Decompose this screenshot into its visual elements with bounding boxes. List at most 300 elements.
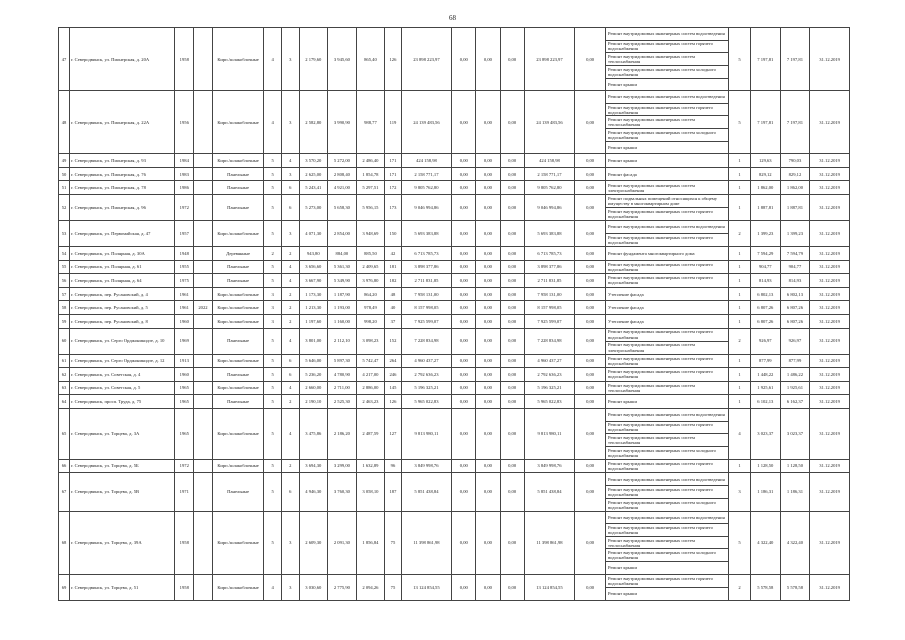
cell-work-count: 2: [729, 328, 751, 354]
cell-address: г. Северодвинск, ул. Пионерская, д. 93: [69, 154, 174, 168]
cell-common-area: 2 094,26: [356, 574, 385, 600]
cell-work-type: Ремонт внутридомовых инженерных систем теплоснабжения: [605, 536, 728, 549]
cell-repair-cost-total: 13 124 854,55: [401, 574, 452, 600]
cell-residents: 75: [385, 574, 401, 600]
cell-repair-cost-total: 8 157 998,05: [401, 301, 452, 315]
cell-build-year: 1956: [175, 91, 194, 154]
cell-wall-material: Кирп./шлакоблочные: [212, 314, 264, 328]
cell-total-area: 1 213,30: [299, 301, 328, 315]
cell-fund-federal: 0,00: [452, 574, 476, 600]
cell-unit-cost-limit: 3 023,37: [780, 408, 810, 459]
cell-living-area: 3 945,60: [328, 28, 357, 91]
cell-fund-local: 0,00: [500, 301, 524, 315]
cell-fund-regional: 0,00: [476, 287, 500, 301]
cell-total-area: 3 667,90: [299, 274, 328, 288]
table-row: [59, 274, 850, 288]
cell-reconstruction-year: 2022: [194, 301, 213, 315]
cell-residents: 187: [385, 473, 401, 511]
table-row: [59, 91, 850, 104]
cell-fund-regional: 0,00: [476, 221, 500, 247]
cell-work-type: Утепление фасада: [605, 314, 728, 328]
cell-repair-cost-total: 5 851 438,84: [401, 473, 452, 511]
cell-fund-federal: 0,00: [452, 221, 476, 247]
cell-address: г. Северодвинск, ул. Торцева, д. 51: [69, 574, 174, 600]
cell-fund-other: 0,00: [575, 246, 606, 260]
cell-unit-cost-limit: 7 197,81: [780, 28, 810, 91]
table-row: [59, 473, 850, 486]
cell-fund-owners: 2 711 831,85: [524, 274, 575, 288]
cell-unit-cost-limit: 1 128,50: [780, 459, 810, 473]
cell-reconstruction-year: [194, 221, 213, 247]
cell-residents: 126: [385, 395, 401, 409]
cell-fund-local: 0,00: [500, 28, 524, 91]
cell-work-type: Ремонт внутридомовых инженерных систем теплоснабжения: [605, 381, 728, 395]
cell-wall-material: Панельные: [212, 395, 264, 409]
cell-unit-cost-limit: 4 322,40: [780, 511, 810, 574]
cell-total-area: 2 660,00: [299, 381, 328, 395]
cell-address: г. Северодвинск, просп. Труда, д. 75: [69, 395, 174, 409]
cell-build-year: 1984: [175, 154, 194, 168]
cell-repair-cost-total: 3 849 998,76: [401, 459, 452, 473]
cell-total-area: 3 030,60: [299, 574, 328, 600]
cell-row-number: 48: [59, 91, 70, 154]
cell-build-year: 1960: [175, 368, 194, 382]
cell-common-area: 988,77: [356, 91, 385, 154]
cell-address: г. Северодвинск, ул. Первомайская, д. 47: [69, 221, 174, 247]
cell-fund-local: 0,00: [500, 328, 524, 354]
cell-work-type: Ремонт внутридомовых инженерных систем горячего водоснабжения: [605, 354, 728, 368]
cell-total-area: 1 173,30: [299, 287, 328, 301]
cell-living-area: 3 299,00: [328, 459, 357, 473]
cell-residents: 173: [385, 195, 401, 221]
cell-fund-other: 0,00: [575, 28, 606, 91]
cell-fund-owners: 9 813 980,11: [524, 408, 575, 459]
cell-work-type: Ремонт крыши: [605, 78, 728, 91]
cell-unit-cost-limit: 829,12: [780, 167, 810, 181]
cell-unit-cost: 1 186,31: [750, 473, 780, 511]
cell-work-type: Ремонт крыши: [605, 587, 728, 600]
cell-fund-other: 0,00: [575, 459, 606, 473]
cell-row-number: 55: [59, 260, 70, 274]
table-row: [59, 314, 850, 328]
cell-completion-date: 31.12.2019: [810, 91, 850, 154]
cell-repair-cost-total: 5 693 383,88: [401, 221, 452, 247]
cell-work-count: 1: [729, 274, 751, 288]
cell-work-type: Утепление фасада: [605, 287, 728, 301]
cell-entrances: 3: [281, 221, 299, 247]
cell-unit-cost: 904,77: [750, 260, 780, 274]
cell-row-number: 67: [59, 473, 70, 511]
table-row: [59, 408, 850, 421]
cell-total-area: 3 475,86: [299, 408, 328, 459]
cell-fund-local: 0,00: [500, 221, 524, 247]
cell-build-year: 1975: [175, 274, 194, 288]
cell-fund-other: 0,00: [575, 314, 606, 328]
cell-build-year: 1958: [175, 511, 194, 574]
cell-fund-federal: 0,00: [452, 354, 476, 368]
cell-fund-federal: 0,00: [452, 459, 476, 473]
cell-fund-other: 0,00: [575, 354, 606, 368]
cell-unit-cost-limit: 877,99: [780, 354, 810, 368]
cell-fund-other: 0,00: [575, 154, 606, 168]
cell-fund-federal: 0,00: [452, 287, 476, 301]
cell-total-area: 5 646,00: [299, 354, 328, 368]
cell-work-type: Ремонт внутридомовых инженерных систем горячего водоснабжения: [605, 233, 728, 246]
cell-fund-local: 0,00: [500, 395, 524, 409]
cell-common-area: 2 487,59: [356, 408, 385, 459]
cell-work-type: Ремонт фундамента многоквартирного дома: [605, 246, 728, 260]
cell-reconstruction-year: [194, 354, 213, 368]
cell-residents: 127: [385, 408, 401, 459]
cell-completion-date: 31.12.2019: [810, 368, 850, 382]
table-row: [59, 287, 850, 301]
cell-total-area: 4 071,30: [299, 221, 328, 247]
cell-fund-local: 0,00: [500, 260, 524, 274]
cell-reconstruction-year: [194, 181, 213, 195]
cell-build-year: 1960: [175, 314, 194, 328]
cell-fund-local: 0,00: [500, 246, 524, 260]
table-row: [59, 381, 850, 395]
cell-living-area: 1 193,00: [328, 301, 357, 315]
cell-common-area: 3 948,69: [356, 221, 385, 247]
cell-fund-owners: 7 958 131,00: [524, 287, 575, 301]
cell-completion-date: 31.12.2019: [810, 195, 850, 221]
cell-fund-regional: 0,00: [476, 181, 500, 195]
cell-reconstruction-year: [194, 574, 213, 600]
cell-common-area: 2 409,65: [356, 260, 385, 274]
cell-wall-material: Кирп./шлакоблочные: [212, 154, 264, 168]
cell-repair-cost-total: 7 958 131,00: [401, 287, 452, 301]
cell-common-area: 5 742,47: [356, 354, 385, 368]
cell-fund-owners: 5 965 022,83: [524, 395, 575, 409]
cell-fund-federal: 0,00: [452, 260, 476, 274]
cell-common-area: 3 058,10: [356, 473, 385, 511]
cell-reconstruction-year: [194, 246, 213, 260]
cell-repair-cost-total: 24 139 483,56: [401, 91, 452, 154]
cell-reconstruction-year: [194, 274, 213, 288]
cell-completion-date: 31.12.2019: [810, 246, 850, 260]
cell-address: г. Северодвинск, ул. Пионерская, д. 22А: [69, 91, 174, 154]
cell-floors: 3: [264, 301, 282, 315]
cell-entrances: 2: [281, 287, 299, 301]
cell-wall-material: Кирп./шлакоблочные: [212, 511, 264, 574]
cell-repair-cost-total: 4 960 437,27: [401, 354, 452, 368]
cell-row-number: 51: [59, 181, 70, 195]
cell-work-count: 1: [729, 154, 751, 168]
cell-repair-cost-total: 2 711 831,85: [401, 274, 452, 288]
cell-unit-cost-limit: 6 162,37: [780, 395, 810, 409]
cell-fund-local: 0,00: [500, 274, 524, 288]
cell-row-number: 50: [59, 167, 70, 181]
cell-unit-cost-limit: 1 486,22: [780, 368, 810, 382]
cell-wall-material: Кирп./шлакоблочные: [212, 408, 264, 459]
cell-work-count: 1: [729, 395, 751, 409]
cell-address: г. Северодвинск, ул. Полярная, д. 30А: [69, 246, 174, 260]
cell-living-area: 5 658,30: [328, 195, 357, 221]
cell-work-count: 1: [729, 246, 751, 260]
cell-build-year: 1965: [175, 395, 194, 409]
cell-fund-local: 0,00: [500, 154, 524, 168]
cell-unit-cost-limit: 814,93: [780, 274, 810, 288]
cell-unit-cost-limit: 926,97: [780, 328, 810, 354]
cell-work-type: Ремонт внутридомовых инженерных систем горячего водоснабжения: [605, 368, 728, 382]
cell-fund-regional: 0,00: [476, 368, 500, 382]
cell-work-count: 1: [729, 459, 751, 473]
cell-work-type: Ремонт внутридомовых инженерных систем электроснабжения: [605, 181, 728, 195]
cell-work-type: Ремонт внутридомовых инженерных систем водоотведения: [605, 221, 728, 234]
cell-work-type: Ремонт фасада: [605, 167, 728, 181]
cell-row-number: 69: [59, 574, 70, 600]
table-row: [59, 574, 850, 587]
cell-total-area: 2 609,30: [299, 511, 328, 574]
cell-fund-owners: 2 158 771,17: [524, 167, 575, 181]
cell-work-count: 2: [729, 574, 751, 600]
cell-fund-owners: 5 693 383,88: [524, 221, 575, 247]
cell-unit-cost: 7 197,81: [750, 28, 780, 91]
cell-fund-local: 0,00: [500, 314, 524, 328]
cell-completion-date: 31.12.2019: [810, 459, 850, 473]
cell-work-type: Ремонт внутридомовых инженерных систем холодного водоснабжения: [605, 129, 728, 142]
cell-total-area: 2 625,00: [299, 167, 328, 181]
cell-fund-local: 0,00: [500, 511, 524, 574]
cell-work-count: 1: [729, 381, 751, 395]
cell-fund-federal: 0,00: [452, 511, 476, 574]
table-row: [59, 154, 850, 168]
cell-fund-regional: 0,00: [476, 328, 500, 354]
cell-repair-cost-total: 23 898 223,97: [401, 28, 452, 91]
cell-work-count: 1: [729, 287, 751, 301]
cell-entrances: 3: [281, 167, 299, 181]
cell-repair-cost-total: 2 792 636,23: [401, 368, 452, 382]
cell-floors: 3: [264, 287, 282, 301]
cell-unit-cost: 7 197,81: [750, 91, 780, 154]
cell-work-type: Ремонт внутридомовых инженерных систем горячего водоснабжения: [605, 103, 728, 116]
cell-common-area: 2 886,00: [356, 381, 385, 395]
cell-living-area: 5 272,00: [328, 154, 357, 168]
cell-fund-other: 0,00: [575, 274, 606, 288]
cell-floors: 5: [264, 473, 282, 511]
cell-living-area: 1 187,90: [328, 287, 357, 301]
cell-fund-owners: 7 228 834,98: [524, 328, 575, 354]
cell-unit-cost-limit: 7 594,79: [780, 246, 810, 260]
cell-build-year: 1957: [175, 221, 194, 247]
cell-fund-other: 0,00: [575, 328, 606, 354]
cell-work-count: 5: [729, 511, 751, 574]
cell-living-area: 2 186,20: [328, 408, 357, 459]
cell-living-area: 3 760,30: [328, 473, 357, 511]
cell-row-number: 65: [59, 408, 70, 459]
cell-fund-regional: 0,00: [476, 574, 500, 600]
cell-fund-other: 0,00: [575, 395, 606, 409]
cell-row-number: 56: [59, 274, 70, 288]
cell-unit-cost: 1 399,23: [750, 221, 780, 247]
cell-reconstruction-year: [194, 91, 213, 154]
cell-work-type: Ремонт подвальных помещений относящихся к общему имуществу в многоквартирном доме: [605, 195, 728, 208]
cell-address: г. Северодвинск, ул. Пионерская, д. 20А: [69, 28, 174, 91]
cell-entrances: 2: [281, 395, 299, 409]
cell-unit-cost: 6 807,26: [750, 301, 780, 315]
cell-residents: 48: [385, 287, 401, 301]
cell-completion-date: 31.12.2019: [810, 574, 850, 600]
cell-repair-cost-total: 3 898 377,86: [401, 260, 452, 274]
cell-fund-regional: 0,00: [476, 167, 500, 181]
cell-repair-cost-total: 5 196 325,21: [401, 381, 452, 395]
cell-completion-date: 31.12.2019: [810, 167, 850, 181]
cell-row-number: 57: [59, 287, 70, 301]
cell-common-area: 3 976,80: [356, 274, 385, 288]
cell-fund-other: 0,00: [575, 408, 606, 459]
cell-wall-material: Панельные: [212, 473, 264, 511]
cell-unit-cost-limit: 6 802,13: [780, 287, 810, 301]
cell-wall-material: Кирп./шлакоблочные: [212, 287, 264, 301]
cell-row-number: 68: [59, 511, 70, 574]
cell-fund-other: 0,00: [575, 91, 606, 154]
cell-fund-regional: 0,00: [476, 395, 500, 409]
cell-residents: 182: [385, 274, 401, 288]
cell-work-count: 5: [729, 28, 751, 91]
cell-work-type: Ремонт внутридомовых инженерных систем холодного водоснабжения: [605, 65, 728, 78]
cell-wall-material: Кирп./шлакоблочные: [212, 221, 264, 247]
cell-work-type: Ремонт внутридомовых инженерных систем горячего водоснабжения: [605, 524, 728, 537]
cell-entrances: 6: [281, 195, 299, 221]
cell-repair-cost-total: 2 158 771,17: [401, 167, 452, 181]
cell-row-number: 58: [59, 301, 70, 315]
cell-reconstruction-year: [194, 287, 213, 301]
cell-completion-date: 31.12.2019: [810, 328, 850, 354]
cell-work-type: Ремонт внутридомовых инженерных систем горячего водоснабжения: [605, 486, 728, 499]
cell-fund-owners: 6 713 785,73: [524, 246, 575, 260]
cell-floors: 5: [264, 167, 282, 181]
cell-living-area: 5 361,30: [328, 260, 357, 274]
cell-fund-other: 0,00: [575, 181, 606, 195]
cell-residents: 172: [385, 181, 401, 195]
cell-completion-date: 31.12.2019: [810, 511, 850, 574]
cell-total-area: 4 946,30: [299, 473, 328, 511]
cell-address: г. Северодвинск, ул. Торцева, д. 5Б: [69, 459, 174, 473]
cell-residents: 96: [385, 459, 401, 473]
table-row: [59, 246, 850, 260]
cell-floors: 5: [264, 274, 282, 288]
cell-repair-cost-total: 6 713 785,73: [401, 246, 452, 260]
cell-fund-owners: 3 898 377,86: [524, 260, 575, 274]
cell-work-type: Ремонт внутридомовых инженерных систем горячего водоснабжения: [605, 421, 728, 434]
cell-common-area: 5 297,51: [356, 181, 385, 195]
cell-fund-federal: 0,00: [452, 91, 476, 154]
cell-unit-cost-limit: 6 807,26: [780, 301, 810, 315]
cell-fund-other: 0,00: [575, 195, 606, 221]
cell-row-number: 60: [59, 328, 70, 354]
cell-entrances: 3: [281, 91, 299, 154]
cell-residents: 264: [385, 354, 401, 368]
cell-address: г. Северодвинск, ул. Торцева, д. 3А: [69, 408, 174, 459]
cell-completion-date: 31.12.2019: [810, 181, 850, 195]
cell-residents: 37: [385, 314, 401, 328]
cell-fund-other: 0,00: [575, 260, 606, 274]
cell-reconstruction-year: [194, 408, 213, 459]
cell-build-year: 1971: [175, 473, 194, 511]
cell-unit-cost: 814,93: [750, 274, 780, 288]
cell-work-type: Ремонт внутридомовых инженерных систем горячего водоснабжения: [605, 274, 728, 288]
cell-floors: 5: [264, 221, 282, 247]
cell-fund-federal: 0,00: [452, 408, 476, 459]
cell-reconstruction-year: [194, 167, 213, 181]
table-row: [59, 181, 850, 195]
cell-floors: 5: [264, 154, 282, 168]
cell-unit-cost: 1 448,22: [750, 368, 780, 382]
cell-unit-cost-limit: 5 578,58: [780, 574, 810, 600]
cell-entrances: 3: [281, 574, 299, 600]
cell-reconstruction-year: [194, 154, 213, 168]
cell-entrances: 2: [281, 459, 299, 473]
cell-unit-cost: 7 594,29: [750, 246, 780, 260]
cell-row-number: 64: [59, 395, 70, 409]
cell-living-area: 4 780,90: [328, 368, 357, 382]
cell-fund-regional: 0,00: [476, 246, 500, 260]
cell-unit-cost-limit: 1 887,81: [780, 195, 810, 221]
cell-fund-owners: 13 124 854,55: [524, 574, 575, 600]
cell-completion-date: 31.12.2019: [810, 154, 850, 168]
cell-work-type: Ремонт внутридомовых инженерных систем холодного водоснабжения: [605, 549, 728, 562]
cell-wall-material: Панельные: [212, 368, 264, 382]
cell-work-type: Ремонт внутридомовых инженерных систем горячего водоснабжения: [605, 208, 728, 221]
cell-unit-cost: 1 925,61: [750, 381, 780, 395]
cell-wall-material: Панельные: [212, 195, 264, 221]
cell-reconstruction-year: [194, 28, 213, 91]
cell-reconstruction-year: [194, 328, 213, 354]
cell-unit-cost: 829,12: [750, 167, 780, 181]
cell-fund-regional: 0,00: [476, 28, 500, 91]
cell-floors: 5: [264, 354, 282, 368]
cell-reconstruction-year: [194, 459, 213, 473]
cell-living-area: 2 091,30: [328, 511, 357, 574]
cell-residents: 150: [385, 221, 401, 247]
cell-residents: 246: [385, 368, 401, 382]
cell-residents: 171: [385, 154, 401, 168]
cell-fund-regional: 0,00: [476, 511, 500, 574]
table-row: [59, 167, 850, 181]
cell-total-area: 3 694,30: [299, 459, 328, 473]
cell-completion-date: 31.12.2019: [810, 408, 850, 459]
cell-build-year: 1913: [175, 354, 194, 368]
cell-total-area: 5 243,41: [299, 181, 328, 195]
cell-address: г. Северодвинск, ул. Серго Орджоникидзе, д. 10: [69, 328, 174, 354]
cell-fund-local: 0,00: [500, 368, 524, 382]
cell-fund-regional: 0,00: [476, 459, 500, 473]
cell-entrances: 3: [281, 28, 299, 91]
cell-repair-cost-total: 5 965 022,83: [401, 395, 452, 409]
cell-common-area: 1 632,89: [356, 459, 385, 473]
cell-work-type: Ремонт внутридомовых инженерных систем теплоснабжения: [605, 434, 728, 447]
cell-floors: 4: [264, 574, 282, 600]
cell-floors: 5: [264, 195, 282, 221]
cell-unit-cost-limit: 1 925,61: [780, 381, 810, 395]
cell-unit-cost-limit: 6 807,26: [780, 314, 810, 328]
cell-reconstruction-year: [194, 368, 213, 382]
cell-residents: 119: [385, 91, 401, 154]
cell-fund-federal: 0,00: [452, 381, 476, 395]
cell-build-year: 1972: [175, 459, 194, 473]
cell-entrances: 2: [281, 314, 299, 328]
cell-work-type: Ремонт внутридомовых инженерных систем водоотведения: [605, 511, 728, 524]
cell-fund-federal: 0,00: [452, 473, 476, 511]
cell-unit-cost: 5 578,58: [750, 574, 780, 600]
cell-common-area: 978,49: [356, 301, 385, 315]
table-row: [59, 195, 850, 208]
cell-work-type: Ремонт внутридомовых инженерных систем теплоснабжения: [605, 116, 728, 129]
cell-row-number: 59: [59, 314, 70, 328]
cell-entrances: 3: [281, 511, 299, 574]
cell-repair-cost-total: 9 813 980,11: [401, 408, 452, 459]
